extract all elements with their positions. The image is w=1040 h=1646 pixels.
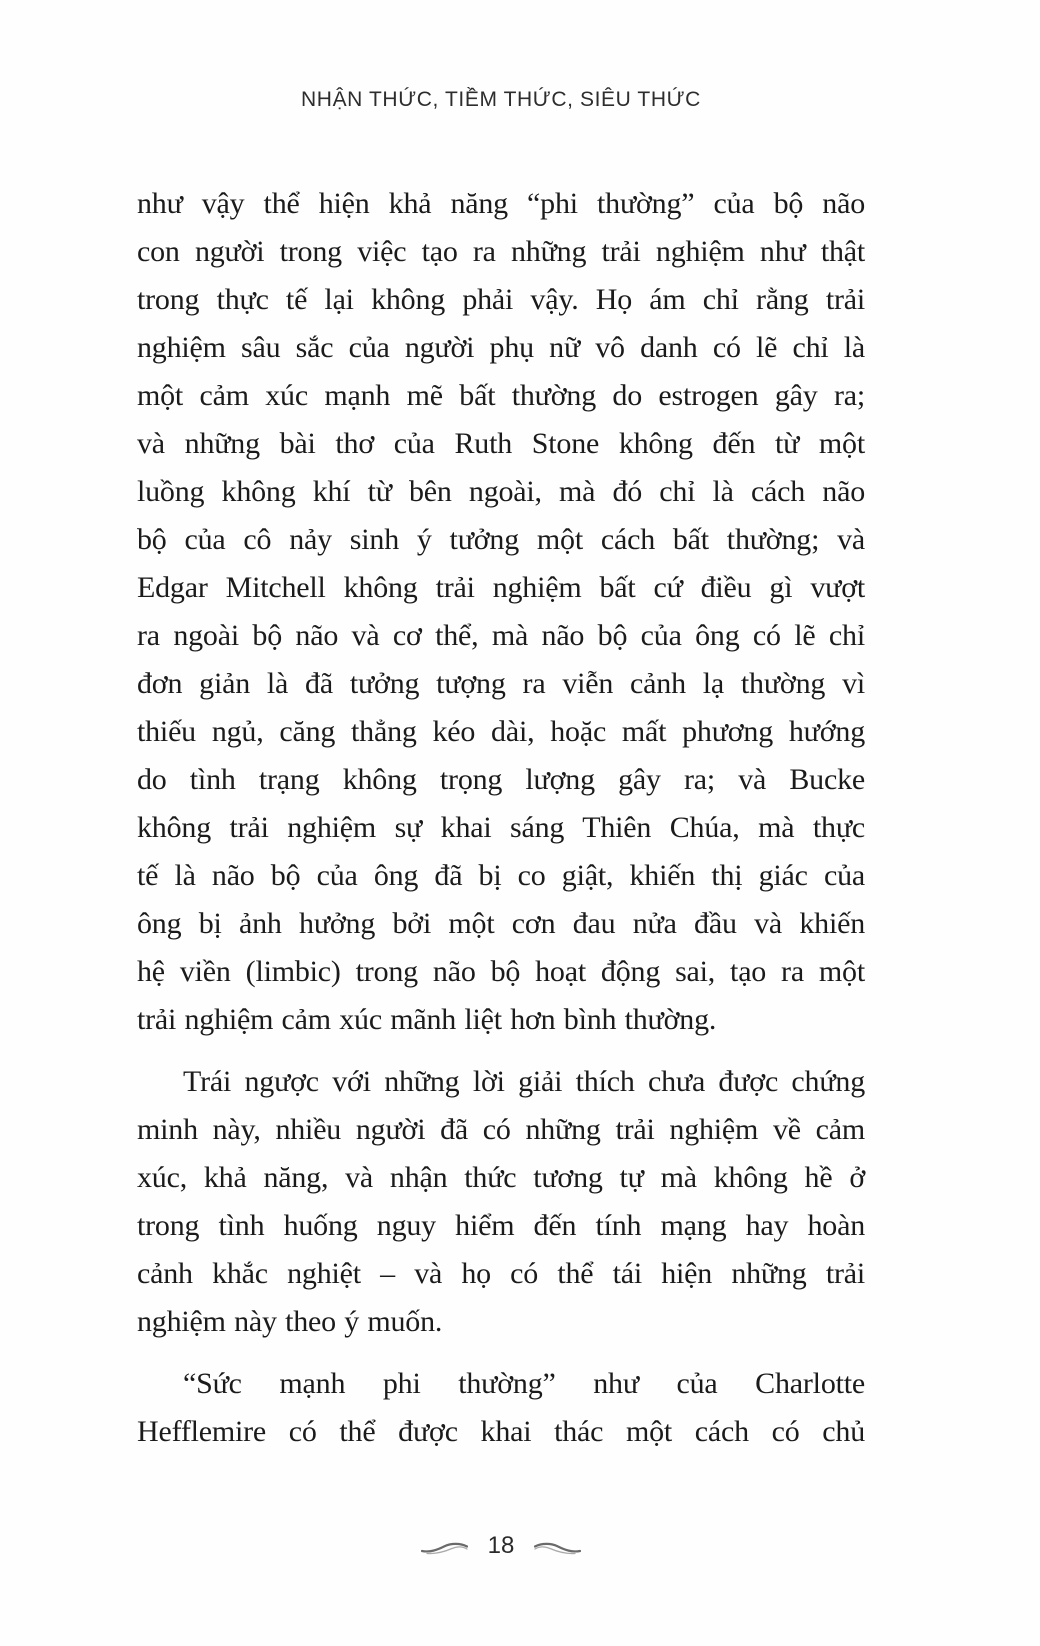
paragraph — [137, 180, 865, 1044]
running-header: NHẬN THỨC, TIỀM THỨC, SIÊU THỨC — [301, 88, 701, 111]
text-line: thiếu ngủ, căng thẳng kéo dài, hoặc mất phương hướng — [137, 715, 865, 748]
text-line: đơn giản là đã tưởng tượng ra viễn cảnh lạ thường vì — [137, 667, 865, 700]
text-line: tế là não bộ của ông đã bị co giật, khiến thị giác của — [137, 859, 865, 892]
text-line: cảnh khắc nghiệt – và họ có thể tái hiện những trải — [137, 1257, 865, 1290]
flourish-left-icon — [421, 1541, 468, 1555]
paragraph — [137, 1058, 865, 1346]
paragraph — [137, 1360, 865, 1456]
text-line: trong tình huống nguy hiểm đến tính mạng hay hoàn — [137, 1209, 865, 1242]
text-line: minh này, nhiều người đã có những trải nghiệm về cảm — [137, 1113, 865, 1146]
text-line: xúc, khả năng, và nhận thức tương tự mà không hề ở — [137, 1161, 865, 1194]
text-line: nghiệm sâu sắc của người phụ nữ vô danh có lẽ chỉ là — [137, 331, 865, 364]
text-line: do tình trạng không trọng lượng gây ra; và Bucke — [137, 763, 865, 796]
text-line: nghiệm này theo ý muốn. — [137, 1305, 443, 1338]
text-line: trải nghiệm cảm xúc mãnh liệt hơn bình thường. — [137, 1003, 717, 1036]
text-line: không trải nghiệm sự khai sáng Thiên Chúa, mà thực — [137, 811, 865, 844]
text-line: con người trong việc tạo ra những trải nghiệm như thật — [137, 235, 865, 268]
text-line: và những bài thơ của Ruth Stone không đến từ một — [137, 427, 865, 460]
text-line: Trái ngược với những lời giải thích chưa được chứng — [183, 1065, 865, 1098]
page-number: 18 — [487, 1532, 515, 1559]
text-line: Edgar Mitchell không trải nghiệm bất cứ điều gì vượt — [137, 571, 865, 604]
text-line: hệ viền (limbic) trong não bộ hoạt động sai, tạo ra một — [137, 955, 865, 988]
body-text — [137, 180, 865, 1456]
text-line: ra ngoài bộ não và cơ thể, mà não bộ của ông có lẽ chỉ — [137, 619, 865, 652]
text-line: ông bị ảnh hưởng bởi một cơn đau nửa đầu và khiến — [137, 907, 865, 940]
text-line: bộ của cô nảy sinh ý tưởng một cách bất thường; và — [137, 523, 865, 556]
text-line: như vậy thể hiện khả năng “phi thường” của bộ não — [137, 187, 865, 220]
text-line: Hefflemire có thể được khai thác một cách có chủ — [137, 1415, 865, 1448]
page-footer — [137, 1534, 865, 1562]
flourish-right-icon — [534, 1541, 581, 1555]
text-line: một cảm xúc mạnh mẽ bất thường do estrogen gây ra; — [137, 379, 865, 412]
text-line: trong thực tế lại không phải vậy. Họ ám chỉ rằng trải — [137, 283, 865, 316]
text-line: “Sức mạnh phi thường” như của Charlotte — [183, 1367, 865, 1400]
text-line: luồng không khí từ bên ngoài, mà đó chỉ là cách não — [137, 475, 865, 508]
